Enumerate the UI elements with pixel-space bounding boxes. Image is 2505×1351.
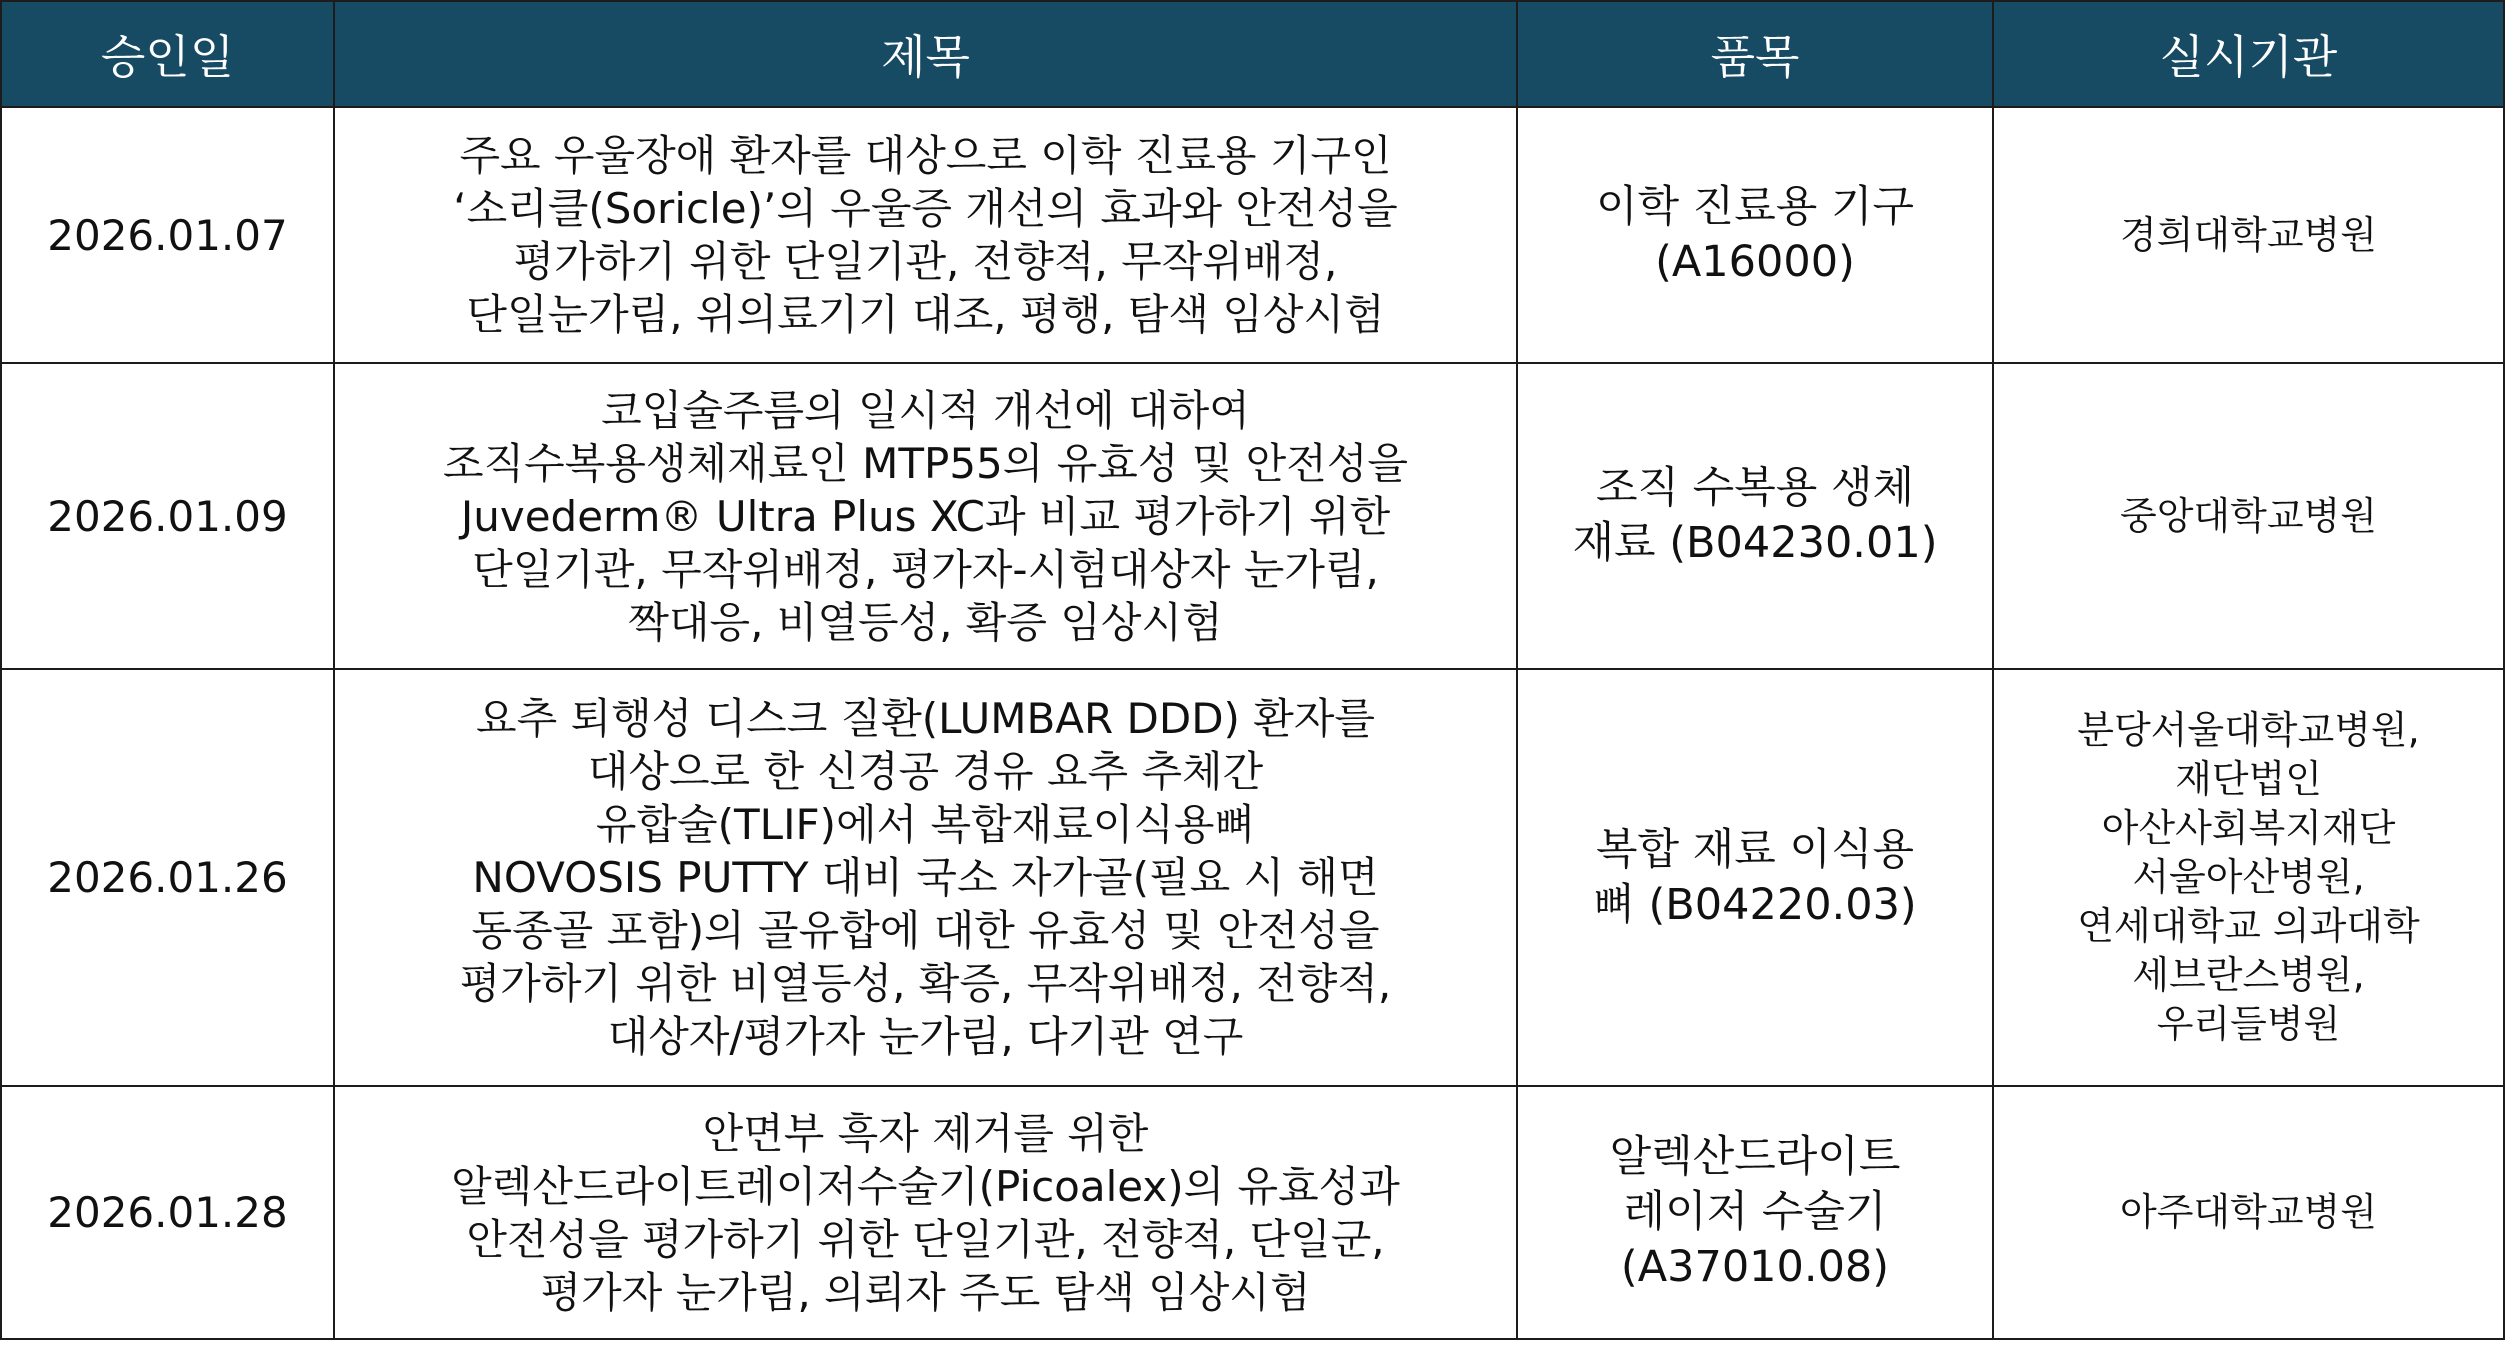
title-line: 요추 퇴행성 디스크 질환(LUMBAR DDD) 환자를 — [476, 694, 1375, 743]
title-cell — [334, 669, 1517, 1086]
item-line: 조직 수복용 생체 — [1595, 463, 1915, 513]
title-line: 짝대응, 비열등성, 확증 임상시험 — [628, 597, 1223, 647]
institution-line: 아주대학교병원 — [2120, 1190, 2377, 1234]
header-institution: 실시기관 — [1993, 1, 2504, 107]
institution-cell — [1993, 363, 2504, 669]
item-line: 이학 진료용 기구 — [1595, 182, 1915, 232]
title-line: 평가자 눈가림, 의뢰자 주도 탐색 임상시험 — [540, 1267, 1311, 1317]
title-line: 동종골 포함)의 골유합에 대한 유효성 및 안전성을 — [471, 906, 1380, 955]
approval-date-cell: 2026.01.26 — [1, 669, 334, 1086]
institution-line: 연세대학교 의과대학 — [2077, 904, 2420, 948]
title-line: 단일기관, 무작위배정, 평가자-시험대상자 눈가림, — [472, 544, 1379, 594]
title-line: 안전성을 평가하기 위한 단일기관, 전향적, 단일군, — [466, 1214, 1385, 1264]
title-cell — [334, 107, 1517, 363]
title-line: 단일눈가림, 위의료기기 대조, 평행, 탐색 임상시험 — [466, 290, 1385, 339]
title-line: 코입술주름의 일시적 개선에 대하여 — [601, 385, 1250, 435]
approval-date-cell: 2026.01.09 — [1, 363, 334, 669]
title-line: 유합술(TLIF)에서 복합재료이식용뼈 — [595, 800, 1256, 849]
header-title: 제목 — [334, 1, 1517, 107]
table-row — [1, 107, 2504, 363]
title-line: 대상으로 한 신경공 경유 요추 추체간 — [587, 747, 1264, 796]
item-line: 레이저 수술기 — [1623, 1187, 1887, 1237]
item-line: (A37010.08) — [1620, 1242, 1890, 1292]
header-row — [1, 1, 2504, 107]
title-line: 평가하기 위한 비열등성, 확증, 무작위배정, 전향적, — [459, 959, 1392, 1008]
institution-line: 우리들병원 — [2156, 1002, 2341, 1046]
item-line: (A16000) — [1655, 237, 1855, 287]
table-row — [1, 363, 2504, 669]
approval-date-cell: 2026.01.28 — [1, 1086, 334, 1339]
title-line: NOVOSIS PUTTY 대비 국소 자가골(필요 시 해면 — [472, 853, 1379, 902]
institution-cell — [1993, 1086, 2504, 1339]
title-cell — [334, 1086, 1517, 1339]
title-line: 안면부 흑자 제거를 위한 — [702, 1108, 1149, 1158]
item-line: 복합 재료 이식용 — [1595, 824, 1915, 875]
item-line: 알렉산드라이트 — [1609, 1132, 1901, 1182]
institution-line: 아산사회복지재단 — [2101, 806, 2396, 850]
item-cell — [1517, 363, 1993, 669]
institution-line: 서울아산병원, — [2132, 855, 2365, 899]
institution-cell — [1993, 107, 2504, 363]
approval-date-cell: 2026.01.07 — [1, 107, 334, 363]
item-line: 뼈 (B04220.03) — [1593, 879, 1917, 930]
title-line: 대상자/평가자 눈가림, 다기관 연구 — [607, 1012, 1244, 1061]
institution-line: 중앙대학교병원 — [2120, 493, 2377, 538]
institution-cell — [1993, 669, 2504, 1086]
table-row — [1, 1086, 2504, 1339]
institution-line: 경희대학교병원 — [2120, 212, 2377, 257]
institution-line: 분당서울대학교병원, — [2077, 708, 2420, 752]
title-line: 평가하기 위한 단일기관, 전향적, 무작위배정, — [513, 237, 1338, 286]
title-line: 알렉산드라이트레이저수술기(Picoalex)의 유효성과 — [451, 1161, 1400, 1211]
table-row — [1, 669, 2504, 1086]
item-cell — [1517, 669, 1993, 1086]
title-line: 조직수복용생체재료인 MTP55의 유효성 및 안전성을 — [443, 438, 1408, 488]
title-cell — [334, 363, 1517, 669]
header-item: 품목 — [1517, 1, 1993, 107]
item-cell — [1517, 1086, 1993, 1339]
item-line: 재료 (B04230.01) — [1572, 518, 1938, 568]
institution-line: 세브란스병원, — [2132, 953, 2365, 997]
institution-line: 재단법인 — [2175, 757, 2322, 801]
title-line: Juvederm® Ultra Plus XC과 비교 평가하기 위한 — [460, 491, 1391, 541]
item-cell — [1517, 107, 1993, 363]
title-line: 주요 우울장애 환자를 대상으로 이학 진료용 기구인 — [459, 131, 1392, 180]
header-approval-date: 승인일 — [1, 1, 334, 107]
title-line: ‘소리클(Soricle)’의 우울증 개선의 효과와 안전성을 — [453, 184, 1398, 233]
